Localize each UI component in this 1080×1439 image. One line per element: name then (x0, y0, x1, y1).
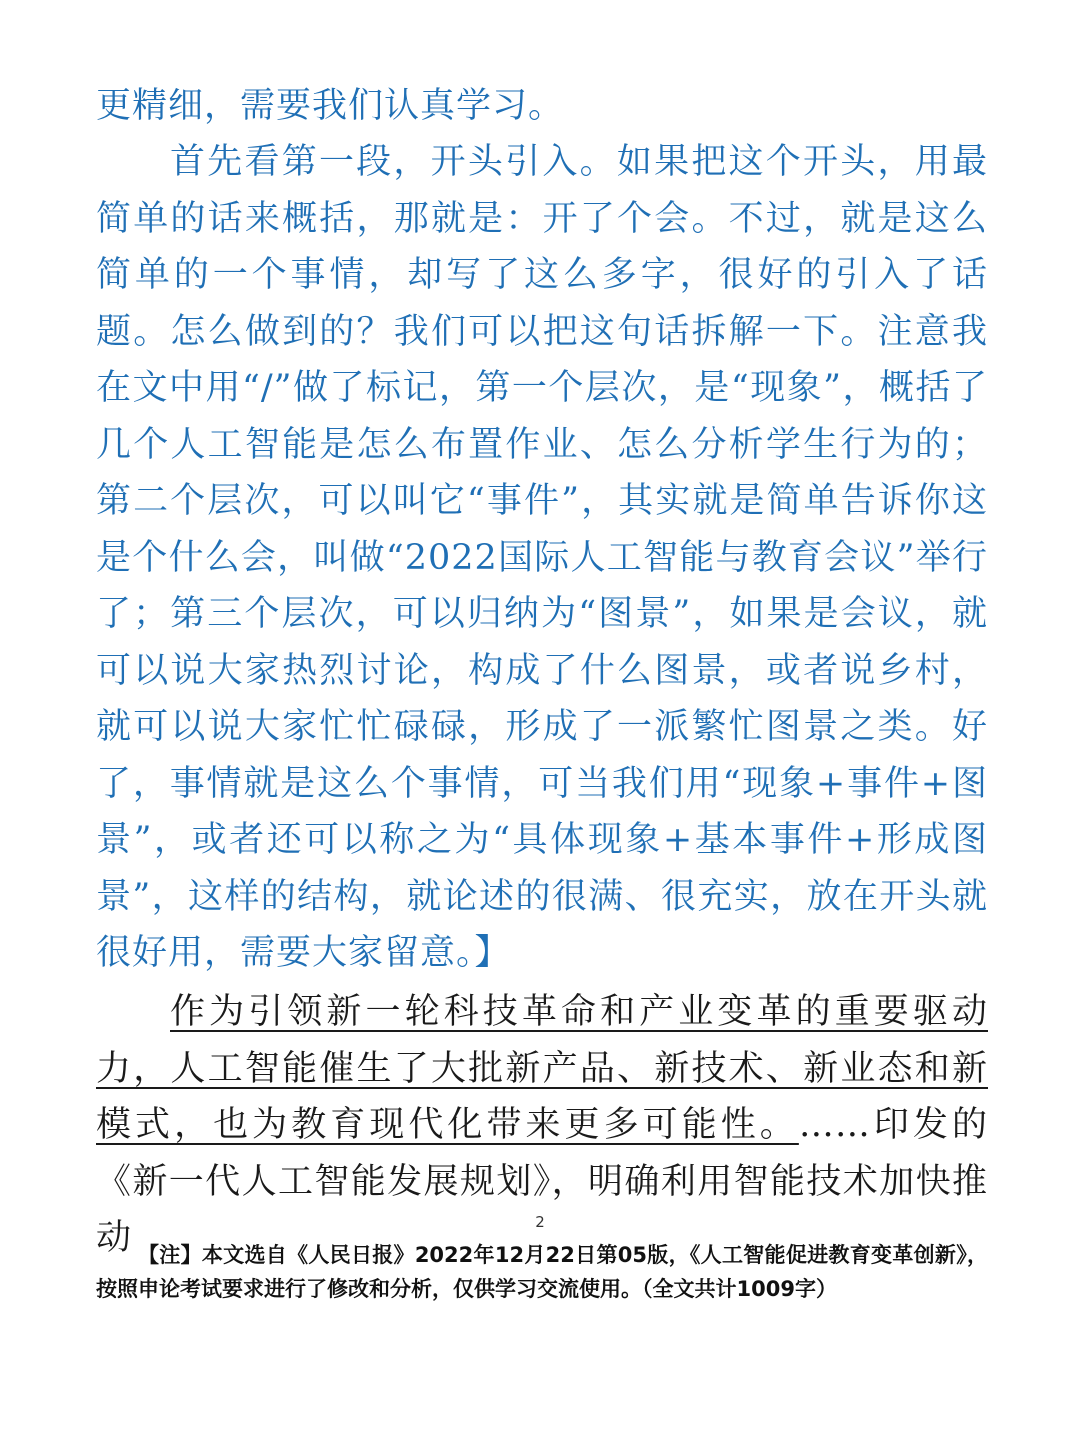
underlined-key-sentence: 作为引领新一轮科技革命和产业变革的重要驱动力，人工智能催生了大批新产品、新技术、新业态和新模式，也为教育现代化带来更多可能性。 (96, 992, 988, 1145)
page-number: 2 (535, 1213, 545, 1231)
footnote: 【注】本文选自《人民日报》2022年12月22日第05版，《人工智能促进教育变革创新》，按照申论考试要求进行了修改和分析，仅供学习交流使用。（全文共计1009字） (96, 1243, 988, 1301)
analysis-paragraph: 首先看第一段，开头引入。如果把这个开头，用最简单的话来概括，那就是：开了个会。不过，就是这么简单的一个事情，却写了这么多字，很好的引入了话题。怎么做到的？我们可以把这句话拆解一下。注意我在文中用“/”做了标记，第一个层次，是“现象”，概括了几个人工智能是怎么布置作业、怎么分析学生行为的；第二个层次，可以叫它“事件”，其实就是简单告诉你这是个什么会，叫做“2022国际人工智能与教育会议”举行了；第三个层次，可以归纳为“图景”，如果是会议，就可以说大家热烈讨论，构成了什么图景，或者说乡村，就可以说大家忙忙碌碌，形成了一派繁忙图景之类。好了，事情就是这么个事情，可当我们用“现象+事件+图景”，或者还可以称之为“具体现象+基本事件+形成图景”，这样的结构，就论述的很满、很充实，放在开头就很好用，需要大家留意。】 (96, 142, 988, 973)
article-continuation: ……印发的《新一代人工智能发展规划》，明确利用智能技术加快推动 (96, 1105, 988, 1258)
analysis-paragraph-continuation: 更精细，需要我们认真学习。 (96, 86, 565, 126)
